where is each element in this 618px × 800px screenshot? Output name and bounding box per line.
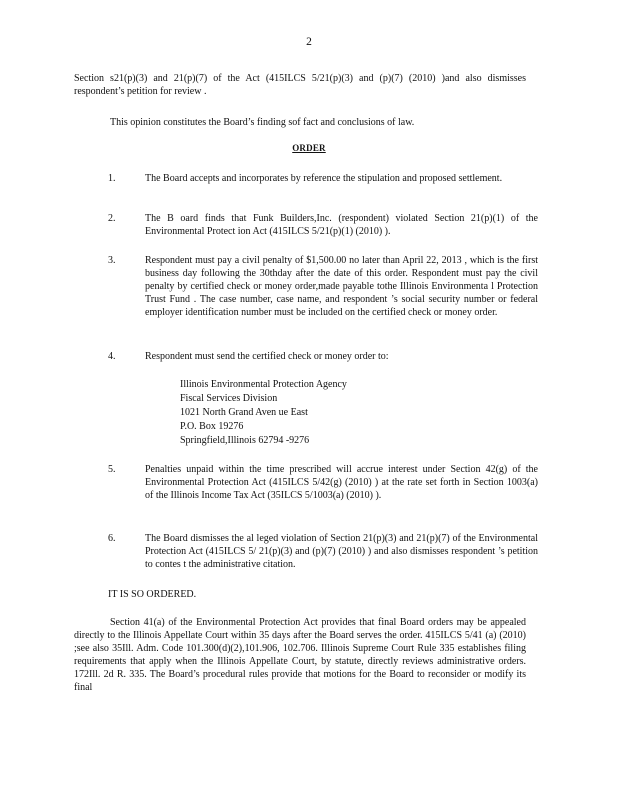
so-ordered: IT IS SO ORDERED.	[108, 589, 197, 600]
address-line-agency: Illinois Environmental Protection Agency	[180, 379, 347, 390]
order-item-text: The B oard finds that Funk Builders,Inc. (respondent) violated Section 21(p)(1) of the Environmental Protect ion Act (415ILCS 5/21(p)(1) (2010) ).	[145, 213, 538, 237]
order-item-text: The Board accepts and incorporates by reference the stipulation and proposed settlement.	[145, 173, 503, 184]
order-heading: ORDER	[292, 143, 326, 153]
order-item-number: 4.	[108, 351, 116, 362]
address-line-po-box: P.O. Box 19276	[180, 421, 244, 432]
order-item-number: 6.	[108, 533, 116, 544]
order-item-number: 5.	[108, 464, 116, 475]
order-item-number: 2.	[108, 213, 116, 224]
order-item-number: 1.	[108, 173, 116, 184]
page-number: 2	[306, 36, 312, 48]
order-item-number: 3.	[108, 255, 116, 266]
mailing-address	[180, 378, 347, 448]
order-item-text: The Board dismisses the al leged violation of Section 21(p)(3) and 21(p)(7) of the Environmental Protection Act (415ILCS 5/ 21(p)(3) and (p)(7) (2010) ) and also dismisses respondent ’s petition to contes t the administrative citation.	[145, 533, 538, 570]
address-line-street: 1021 North Grand Aven ue East	[180, 407, 308, 418]
order-item-text: Respondent must pay a civil penalty of $1,500.00 no later than April 22, 2013 , which is the first business day following the 30thday after the date of this order. Respondent must pay the civil penalty by certified check or money order,made payable tothe Illinois Environmenta l Protection Trust Fund . The case number, case name, and respondent ’s social security number or federal employer identification number must be included on the certified check or money order.	[145, 255, 538, 318]
opinion-paragraph: This opinion constitutes the Board’s finding sof fact and conclusions of law.	[110, 117, 415, 128]
address-line-division: Fiscal Services Division	[180, 393, 278, 404]
intro-paragraph: Section s21(p)(3) and 21(p)(7) of the Act (415ILCS 5/21(p)(3) and (p)(7) (2010) )and also dismisses respondent’s petition for review .	[74, 73, 526, 97]
order-item-text: Penalties unpaid within the time prescribed will accrue interest under Section 42(g) of the Environmental Protection Act (415ILCS 5/42(g) (2010) ) at the rate set forth in Section 1003(a) of the Illinois Income Tax Act (35ILCS 5/1003(a) (2010) ).	[145, 464, 538, 501]
appeal-paragraph: Section 41(a) of the Environmental Protection Act provides that final Board orders may be appealed directly to the Illinois Appellate Court within 35 days after the Board serves the order. 415ILCS 5/41 (a) (2010) ;see also 35Ill. Adm. Code 101.300(d)(2),101.906, 102.706. Illinois Supreme Court Rule 335 establishes filing requirements that apply when the Illinois Appellate Court, by statute, directly reviews administrative orders. 172Ill. 2d R. 335. The Board’s procedural rules provide that motions for the Board to reconsider or modify its final	[74, 617, 526, 693]
address-line-city: Springfield,Illinois 62794 -9276	[180, 435, 310, 446]
order-item-text: Respondent must send the certified check or money order to:	[145, 351, 389, 362]
